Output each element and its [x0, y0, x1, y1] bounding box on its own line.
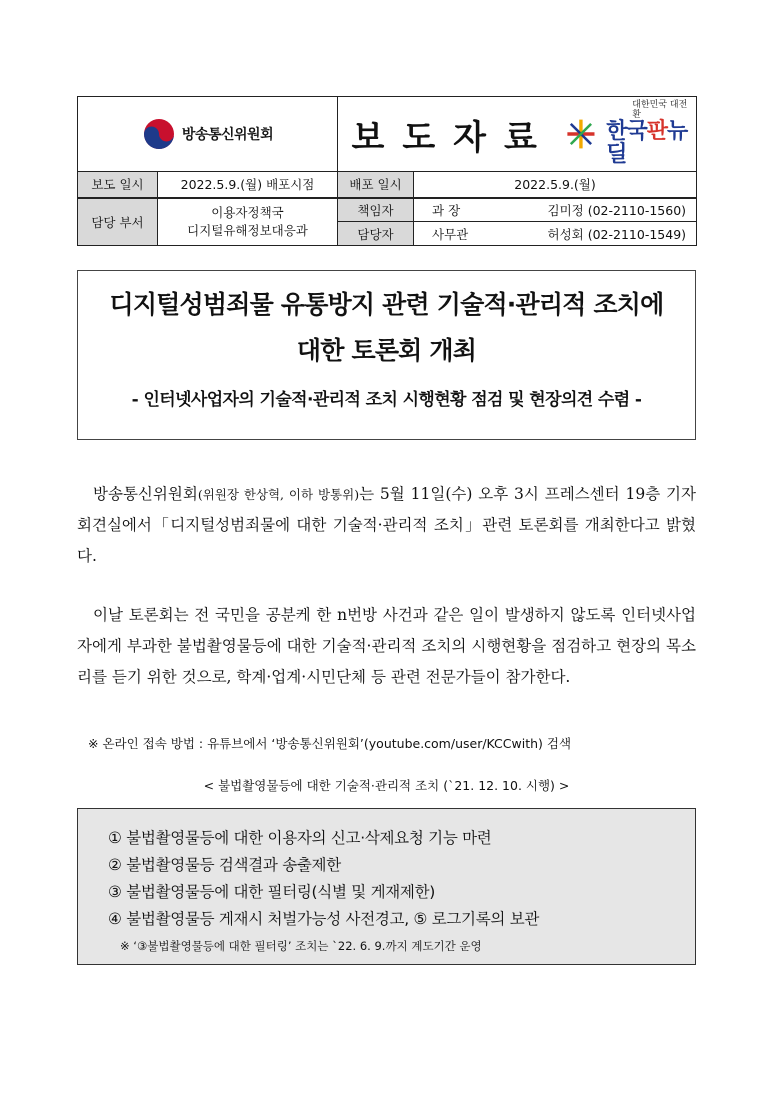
department-value: 이용자정책국 디지털유해정보대응과	[158, 198, 338, 246]
responsible-label: 책임자	[338, 198, 414, 222]
release-date-label: 보도 일시	[78, 172, 158, 198]
newdeal-star-icon	[564, 115, 598, 153]
subheadline: - 인터넷사업자의 기술적·관리적 조치 시행현황 점검 및 현장의견 수렴 -	[131, 390, 642, 410]
measure-item: ④ 불법촬영물등 게재시 처벌가능성 사전경고, ⑤ 로그기록의 보관	[108, 910, 540, 928]
measure-item: ① 불법촬영물등에 대한 이용자의 신고·삭제요청 기능 마련	[108, 829, 492, 847]
press-release-title: 보도자료	[351, 117, 555, 158]
measures-box	[77, 808, 696, 965]
taeguk-logo-icon	[142, 117, 176, 151]
measure-item: ② 불법촬영물등 검색결과 송출제한	[108, 856, 341, 874]
newdeal-slogan: 대한민국 대전환	[632, 100, 688, 120]
title-logo-cell	[338, 97, 697, 172]
department-label: 담당 부서	[78, 198, 158, 246]
responsible-contact: 과 장 김미정 (02-2110-1560)	[414, 198, 697, 222]
newdeal-wordmark: 한국판뉴딜	[606, 119, 688, 168]
measures-footnote: ※ ‘③불법촬영물등에 대한 필터링’ 조치는 `22. 6. 9.까지 계도기간 운영	[120, 939, 482, 953]
release-date-value: 2022.5.9.(월) 배포시점	[158, 172, 338, 198]
body-paragraph-2: 이날 토론회는 전 국민을 공분케 한 n번방 사건과 같은 일이 발생하지 않도록 인터넷사업자에게 부과한 불법촬영물등에 대한 기술적·관리적 조치의 시행현황을 점검하고 현장의 목소리를 듣기 위한 것으로, 학계·업계·시민단체 등 관련 전문가들이 참가한다.	[77, 606, 696, 686]
org-name: 방송통신위원회	[181, 127, 274, 143]
measure-item: ③ 불법촬영물등에 대한 필터링(식별 및 게재제한)	[108, 883, 436, 901]
distribution-date-label: 배포 일시	[338, 172, 414, 198]
headline-box	[77, 270, 696, 440]
headline-line-1: 디지털성범죄물 유통방지 관련 기술적·관리적 조치에	[109, 290, 664, 319]
org-logo-cell	[78, 97, 338, 172]
body-paragraph-1: 방송통신위원회(위원장 한상혁, 이하 방통위)는 5월 11일(수) 오후 3시 프레스센터 19층 기자회견실에서「디지털성범죄물에 대한 기술적·관리적 조치」관련 토론회를 개최한다고 밝혔다.	[77, 485, 696, 565]
press-header-table	[77, 96, 697, 246]
distribution-date-value: 2022.5.9.(월)	[414, 172, 697, 198]
newdeal-logo	[564, 101, 692, 166]
staff-contact: 사무관 허성회 (02-2110-1549)	[414, 222, 697, 246]
headline-line-2: 대한 토론회 개최	[296, 336, 477, 365]
measures-caption: < 불법촬영물등에 대한 기술적·관리적 조치 (`21. 12. 10. 시행) >	[203, 778, 570, 793]
staff-label: 담당자	[338, 222, 414, 246]
online-access-notice: ※ 온라인 접속 방법 : 유튜브에서 ‘방송통신위원회’(youtube.com/user/KCCwith) 검색	[88, 736, 572, 751]
